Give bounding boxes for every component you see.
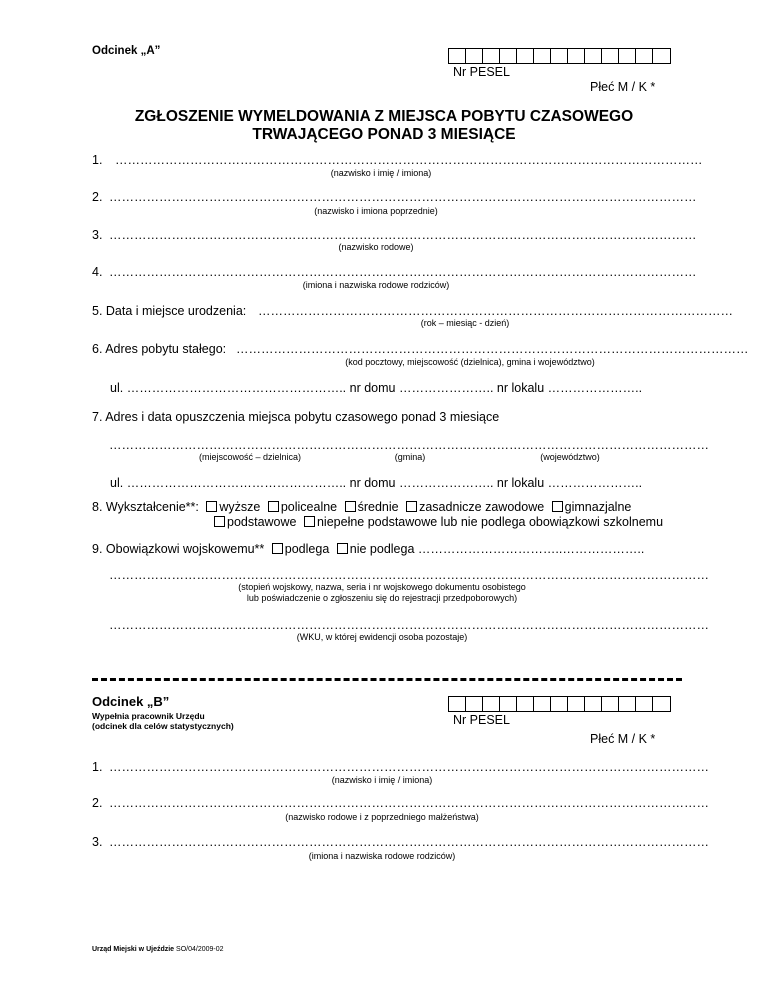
field8-row1 [92,500,631,514]
street-input[interactable]: …………………………………………….. [126,381,347,395]
sex-label-b: Płeć M / K * [590,732,656,746]
b-field3-hint: (imiona i nazwiska rodowe rodziców) [308,851,456,861]
section-b-note1: Wypełnia pracownik Urzędu [92,711,205,721]
pesel-boxes-b[interactable] [448,696,671,712]
section-b-note2: (odcinek dla celów statystycznych) [92,721,234,731]
option-niepelne: niepełne podstawowe lub nie podlega obowiązkowi szkolnemu [316,515,664,529]
checkbox-policealne[interactable] [268,501,279,512]
field5-label: 5. Data i miejsce urodzenia: [92,304,247,318]
checkbox-podstawowe[interactable] [214,516,225,527]
field6-label: 6. Adres pobytu stałego: [92,342,227,356]
military-doc-hint-line1: (stopień wojskowy, nazwa, seria i nr wojskowego dokumentu osobistego [238,582,526,592]
b-field2-input[interactable]: ……………………………………………………………………………………………………………………………… [109,796,709,810]
section-a-header: Odcinek „A” [92,45,161,57]
section-b-header: Odcinek „B” [92,694,170,709]
field8-row2 [210,515,663,529]
sex-label-a: Płeć M / K * [590,80,656,94]
field2-number: 2. [92,190,103,204]
field3-hint: (nazwisko rodowe) [338,242,414,252]
house-number-label: nr domu [349,381,396,395]
b-field1-input[interactable]: ……………………………………………………………………………………………………………………………… [109,760,709,774]
option-gimnazjalne: gimnazjalne [564,500,632,514]
checkbox-nie-podlega[interactable] [337,543,348,554]
footer-code: SO/04/2009-02 [176,946,224,953]
field7-hint-city: (miejscowość – dzielnica) [198,452,302,462]
pesel-boxes-a[interactable] [448,48,671,64]
b-field1-hint: (nazwisko i imię / imiona) [331,775,433,785]
form-title-line1: ZGŁOSZENIE WYMELDOWANIA Z MIEJSCA POBYTU CZASOWEGO [134,108,634,125]
field2-hint: (nazwisko i imiona poprzednie) [314,206,438,216]
option-wyzsze: wyższe [219,500,261,514]
checkbox-zasadnicze[interactable] [406,501,417,512]
field8-label: 8. Wykształcenie**: [92,500,199,514]
field1-number: 1. [92,153,103,167]
flat-number-label: nr lokalu [496,381,545,395]
checkbox-srednie[interactable] [345,501,356,512]
b-field3-number: 3. [92,835,103,849]
option-srednie: średnie [357,500,399,514]
street-label: ul. [110,381,124,395]
field5-input[interactable]: …………………………………………………………………………………………………… [258,304,733,318]
field7-input[interactable]: ……………………………………………………………………………………………………………………………… [109,438,709,452]
option-nie-podlega: nie podlega [349,542,415,556]
b-field2-hint: (nazwisko rodowe i z poprzedniego małżeństwa) [285,812,479,822]
field2-input[interactable]: …………………………………………………………………………………………………………………………… [109,190,697,204]
field5-hint: (rok – miesiąc - dzień) [420,318,510,328]
field9-row [92,542,644,556]
field3-input[interactable]: …………………………………………………………………………………………………………………………… [109,228,697,242]
field4-hint: (imiona i nazwiska rodowe rodziców) [302,280,450,290]
field7-hint-province: (województwo) [540,452,600,462]
cut-line [92,678,682,681]
field7-label: 7. Adres i data opuszczenia miejsca pobytu czasowego ponad 3 miesiące [92,410,500,424]
option-podlega: podlega [284,542,330,556]
address-line-2 [110,476,642,490]
field4-number: 4. [92,265,103,279]
footer-org: Urząd Miejski w Ujeździe [92,946,175,953]
checkbox-gimnazjalne[interactable] [552,501,563,512]
footer [92,946,224,953]
form-title [0,108,768,144]
field4-input[interactable]: …………………………………………………………………………………………………………………………… [109,265,697,279]
flat-number-label-2: nr lokalu [496,476,545,490]
option-policealne: policealne [280,500,338,514]
field9-label: 9. Obowiązkowi wojskowemu** [92,542,265,556]
checkbox-wyzsze[interactable] [206,501,217,512]
field7-hint-commune: (gmina) [394,452,426,462]
field9-input[interactable]: ……………………………..……………….. [417,542,645,556]
address-line-1 [110,381,642,395]
street-label-2: ul. [110,476,124,490]
house-number-input-2[interactable]: ………………….. [398,476,494,490]
house-number-label-2: nr domu [349,476,396,490]
b-field1-number: 1. [92,760,103,774]
street-input-2[interactable]: …………………………………………….. [126,476,347,490]
flat-number-input-2[interactable]: ………………….. [547,476,643,490]
field3-number: 3. [92,228,103,242]
pesel-label-b: Nr PESEL [453,713,510,727]
option-zasadnicze: zasadnicze zawodowe [419,500,545,514]
checkbox-niepelne[interactable] [304,516,315,527]
b-field2-number: 2. [92,796,103,810]
form-title-line2: TRWAJĄCEGO PONAD 3 MIESIĄCE [252,126,516,143]
option-podstawowe: podstawowe [227,515,297,529]
military-doc-hint-line2: lub poświadczenie o zgłoszeniu się do rejestracji przedpoborowych) [246,593,518,603]
checkbox-podlega[interactable] [272,543,283,554]
flat-number-input[interactable]: ………………….. [547,381,643,395]
field1-input[interactable]: …………………………………………………………………………………………………………………………… [115,153,703,167]
military-doc-input[interactable]: ……………………………………………………………………………………………………………………………… [109,568,709,582]
wku-input[interactable]: ……………………………………………………………………………………………………………………………… [109,618,709,632]
house-number-input[interactable]: ………………….. [398,381,494,395]
field6-input[interactable]: …………………………………………………………………………………………………………… [236,342,749,356]
b-field3-input[interactable]: ……………………………………………………………………………………………………………………………… [109,835,709,849]
military-doc-hint [92,582,672,604]
wku-hint: (WKU, w której ewidencji osoba pozostaje) [296,632,468,642]
field1-hint: (nazwisko i imię / imiona) [330,168,432,178]
field6-hint: (kod pocztowy, miejscowość (dzielnica), gmina i województwo) [345,357,595,367]
pesel-label-a: Nr PESEL [453,65,510,79]
